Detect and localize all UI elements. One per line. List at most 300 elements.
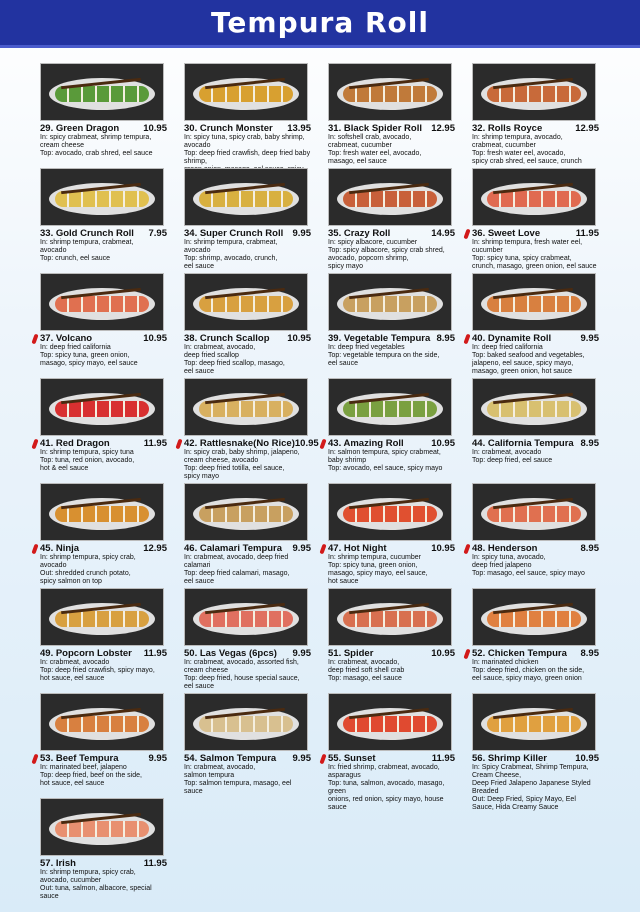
item-name: 53. Beef Tempura — [40, 753, 119, 764]
item-name: 37. Volcano — [40, 333, 92, 344]
item-description — [184, 449, 311, 481]
menu-item — [472, 378, 599, 483]
description-line: Top: deep fried, beef on the side, — [40, 772, 142, 779]
dish-photo — [328, 483, 452, 541]
item-price: 8.95 — [436, 333, 455, 344]
item-title-row — [40, 123, 167, 134]
description-line: Top: fresh water eel, avocado, — [472, 150, 566, 157]
item-description — [472, 554, 599, 578]
item-price: 8.95 — [580, 438, 599, 449]
spicy-pepper-icon — [31, 544, 38, 555]
roll-shape — [343, 611, 437, 627]
item-name: 32. Rolls Royce — [472, 123, 543, 134]
description-line: spicy crab shred, eel sauce, crunch — [472, 158, 582, 165]
page-title: Tempura Roll — [211, 6, 429, 39]
item-title-row — [40, 543, 167, 554]
description-line: In: shrimp tempura, spicy crab, — [40, 869, 136, 876]
dish-photo — [40, 798, 164, 856]
menu-item — [328, 273, 455, 378]
description-line: In: spicy crabmeat, shrimp tempura, — [40, 134, 152, 141]
item-price: 11.95 — [143, 438, 167, 449]
item-price: 9.95 — [148, 753, 167, 764]
item-price: 10.95 — [294, 438, 319, 449]
item-name: 38. Crunch Scallop — [184, 333, 270, 344]
item-title-row — [184, 228, 311, 239]
item-title-row — [40, 333, 167, 344]
item-description — [184, 764, 311, 796]
item-description — [328, 344, 455, 368]
menu-item — [184, 63, 311, 168]
dish-photo — [328, 168, 452, 226]
description-line: hot sauce, eel sauce — [40, 675, 105, 682]
dish-photo — [184, 63, 308, 121]
item-name: 56. Shrimp Killer — [472, 753, 547, 764]
roll-shape — [487, 296, 581, 312]
menu-item — [184, 483, 311, 588]
dish-photo — [472, 483, 596, 541]
description-line: eel sauce — [184, 368, 214, 375]
item-price: 9.95 — [580, 333, 599, 344]
item-name: 34. Super Crunch Roll — [184, 228, 284, 239]
roll-shape — [343, 296, 437, 312]
roll-shape — [343, 506, 437, 522]
description-line: In: crabmeat, avocado — [40, 659, 110, 666]
item-title-row — [40, 648, 167, 659]
roll-shape — [199, 296, 293, 312]
description-line: In: shrimp tempura, fresh water eel, — [472, 239, 583, 246]
description-line: In: marinated beef, jalapeno — [40, 764, 127, 771]
item-description — [472, 659, 599, 683]
description-line: Top: masago, eel sauce — [328, 675, 402, 682]
dish-photo — [184, 273, 308, 331]
description-line: cream cheese — [40, 142, 84, 149]
item-price: 7.95 — [148, 228, 167, 239]
description-line: masago, green onion, hot sauce — [472, 368, 573, 375]
description-line: In: crabmeat, avocado, — [184, 764, 256, 771]
roll-shape — [55, 611, 149, 627]
item-description — [472, 764, 599, 812]
item-title-row — [184, 438, 319, 449]
item-price: 13.95 — [287, 123, 311, 134]
item-title-row — [40, 858, 167, 869]
item-title-row — [472, 123, 599, 134]
spicy-pepper-icon — [463, 649, 470, 660]
item-title-row — [40, 753, 167, 764]
roll-shape — [55, 401, 149, 417]
description-line: In: shrimp tempura, spicy tuna — [40, 449, 134, 456]
item-price: 8.95 — [580, 648, 599, 659]
roll-shape — [343, 86, 437, 102]
item-name: 47. Hot Night — [328, 543, 387, 554]
dish-photo — [328, 378, 452, 436]
description-line: Top: deep fried scallop, masago, — [184, 360, 285, 367]
menu-item — [184, 693, 311, 798]
description-line: avocado — [40, 562, 67, 569]
description-line: In: salmon tempura, spicy crabmeat, — [328, 449, 441, 456]
item-title-row — [328, 333, 455, 344]
roll-shape — [55, 716, 149, 732]
description-line: crabmeat, cucumber — [472, 142, 536, 149]
item-price: 10.95 — [287, 333, 311, 344]
description-line: calamari — [184, 562, 211, 569]
item-price: 10.95 — [431, 543, 455, 554]
item-name: 40. Dynamite Roll — [472, 333, 551, 344]
item-name: 49. Popcorn Lobster — [40, 648, 132, 659]
item-description — [328, 554, 455, 586]
description-line: eel sauce, spicy mayo, green onion — [472, 675, 582, 682]
dish-photo — [328, 693, 452, 751]
description-line: Top: avocado, crab shred, eel sauce — [40, 150, 153, 157]
dish-photo — [472, 63, 596, 121]
description-line: deep fried scallop — [184, 352, 239, 359]
item-name: 36. Sweet Love — [472, 228, 540, 239]
description-line: In: spicy albacore, cucumber — [328, 239, 418, 246]
menu-item — [40, 273, 167, 378]
description-line: Out: Deep Fried, Spicy Mayo, Eel Sauce, Hida Creamy Sauce — [472, 796, 576, 811]
menu-item — [184, 378, 319, 483]
item-description — [328, 764, 455, 812]
description-line: jalapeno, eel sauce, spicy mayo, — [472, 360, 574, 367]
dish-photo — [40, 378, 164, 436]
item-description — [472, 239, 599, 271]
item-price: 12.95 — [575, 123, 599, 134]
roll-shape — [199, 716, 293, 732]
item-name: 54. Salmon Tempura — [184, 753, 277, 764]
menu-item — [328, 483, 455, 588]
item-description — [40, 344, 167, 368]
item-price: 9.95 — [292, 543, 311, 554]
description-line: crunch, masago, green onion, eel sauce — [472, 263, 597, 270]
item-name: 55. Sunset — [328, 753, 376, 764]
description-line: In: spicy crab, baby shrimp, jalapeno, — [184, 449, 300, 456]
item-price: 11.95 — [575, 228, 599, 239]
menu-item — [184, 588, 311, 693]
description-line: baby shrimp — [328, 457, 367, 464]
item-name: 48. Henderson — [472, 543, 537, 554]
spicy-pepper-icon — [319, 544, 326, 555]
description-line: In: crabmeat, avocado — [472, 449, 542, 456]
description-line: spicy salmon on top — [40, 578, 102, 585]
item-name: 39. Vegetable Tempura — [328, 333, 431, 344]
description-line: In: crabmeat, avocado, assorted fish, — [184, 659, 299, 666]
description-line: Top: masago, eel sauce, spicy mayo — [472, 570, 585, 577]
description-line: avocado, popcorn shrimp, — [328, 255, 409, 262]
description-line: eel sauce — [184, 683, 214, 690]
description-line: eel sauce — [328, 360, 358, 367]
item-price: 10.95 — [143, 123, 167, 134]
roll-shape — [199, 506, 293, 522]
menu-item — [40, 693, 167, 798]
item-title-row — [472, 648, 599, 659]
description-line: hot & eel sauce — [40, 465, 89, 472]
menu-item — [40, 588, 167, 693]
item-description — [40, 449, 167, 473]
menu-item — [328, 63, 455, 168]
dish-photo — [184, 168, 308, 226]
roll-shape — [199, 86, 293, 102]
item-description — [184, 239, 311, 271]
menu-item — [328, 378, 455, 483]
dish-photo — [328, 273, 452, 331]
dish-photo — [184, 588, 308, 646]
description-line: hot sauce, eel sauce — [40, 780, 105, 787]
item-title-row — [184, 753, 311, 764]
item-title-row — [328, 753, 455, 764]
description-line: In: shrimp tempura, crabmeat, — [40, 239, 134, 246]
item-description — [184, 554, 311, 586]
dish-photo — [472, 273, 596, 331]
dish-photo — [184, 378, 308, 436]
item-name: 57. Irish — [40, 858, 76, 869]
description-line: masago, eel sauce — [328, 158, 387, 165]
spicy-pepper-icon — [31, 334, 38, 345]
spicy-pepper-icon — [463, 334, 470, 345]
dish-photo — [472, 378, 596, 436]
roll-shape — [487, 716, 581, 732]
description-line: eel sauce — [184, 578, 214, 585]
item-price: 11.95 — [143, 648, 167, 659]
menu-item — [472, 168, 599, 273]
description-line: eel sauce — [184, 263, 214, 270]
item-title-row — [184, 543, 311, 554]
description-line: Top: shrimp, avocado, crunch, — [184, 255, 278, 262]
roll-shape — [199, 401, 293, 417]
spicy-pepper-icon — [319, 439, 326, 450]
description-line: In: spicy tuna, avocado, — [472, 554, 546, 561]
item-name: 30. Crunch Monster — [184, 123, 273, 134]
spicy-pepper-icon — [175, 439, 182, 450]
dish-photo — [184, 483, 308, 541]
roll-shape — [343, 716, 437, 732]
item-name: 44. California Tempura — [472, 438, 574, 449]
description-line: Top: deep fried, house special sauce, — [184, 675, 300, 682]
dish-photo — [328, 63, 452, 121]
dish-photo — [40, 693, 164, 751]
description-line: Top: deep fried crawfish, deep fried baby shrimp, — [184, 150, 311, 165]
dish-photo — [40, 168, 164, 226]
item-description — [40, 869, 167, 901]
roll-shape — [487, 401, 581, 417]
dish-photo — [472, 588, 596, 646]
item-name: 31. Black Spider Roll — [328, 123, 422, 134]
dish-photo — [40, 483, 164, 541]
item-name: 50. Las Vegas (6pcs) — [184, 648, 277, 659]
item-title-row — [328, 123, 455, 134]
item-title-row — [184, 648, 311, 659]
description-line: Top: deep fried, chicken on the side, — [472, 667, 585, 674]
roll-shape — [487, 191, 581, 207]
description-line: Top: baked seafood and vegetables, — [472, 352, 585, 359]
description-line: Top: tuna, red onion, avocado, — [40, 457, 135, 464]
item-description — [472, 344, 599, 376]
description-line: Top: avocado, eel sauce, spicy mayo — [328, 465, 443, 472]
description-line: spicy mayo — [328, 263, 364, 270]
description-line: Top: crunch, eel sauce — [40, 255, 111, 262]
item-description — [40, 659, 167, 683]
item-description — [472, 134, 599, 166]
description-line: Top: spicy tuna, green onion, — [40, 352, 130, 359]
menu-item — [328, 588, 455, 693]
spicy-pepper-icon — [463, 544, 470, 555]
menu-item — [472, 588, 599, 693]
item-name: 41. Red Dragon — [40, 438, 110, 449]
item-name: 51. Spider — [328, 648, 374, 659]
dish-photo — [40, 588, 164, 646]
description-line: deep fried jalapeno — [472, 562, 532, 569]
item-title-row — [328, 648, 455, 659]
item-title-row — [472, 753, 599, 764]
item-name: 33. Gold Crunch Roll — [40, 228, 134, 239]
roll-shape — [55, 86, 149, 102]
description-line: In: spicy tuna, spicy crab, baby shrimp, avocado — [184, 134, 305, 149]
item-price: 9.95 — [292, 648, 311, 659]
item-title-row — [328, 438, 455, 449]
description-line: Top: deep fried totilla, eel sauce, — [184, 465, 285, 472]
description-line: Deep Fried Jalapeno Japanese Styled Breaded — [472, 780, 591, 795]
item-price: 10.95 — [431, 648, 455, 659]
item-name: 35. Crazy Roll — [328, 228, 391, 239]
item-description — [40, 764, 167, 788]
item-price: 11.95 — [431, 753, 455, 764]
menu-item — [184, 168, 311, 273]
description-line: Top: salmon tempura, masago, eel sauce — [184, 780, 292, 795]
roll-shape — [343, 401, 437, 417]
item-price: 11.95 — [143, 858, 167, 869]
item-description — [328, 239, 455, 271]
menu-item — [472, 483, 599, 588]
dish-photo — [184, 693, 308, 751]
description-line: cucumber — [472, 247, 503, 254]
description-line: In: shrimp tempura, avocado, — [472, 134, 563, 141]
roll-shape — [487, 506, 581, 522]
item-price: 9.95 — [292, 228, 311, 239]
item-name: 52. Chicken Tempura — [472, 648, 567, 659]
menu-item — [472, 273, 599, 378]
description-line: Top: vegetable tempura on the side, — [328, 352, 440, 359]
description-line: In: marinated chicken — [472, 659, 539, 666]
roll-shape — [487, 611, 581, 627]
description-line: masago, spicy mayo, eel sauce, — [328, 570, 428, 577]
roll-shape — [199, 191, 293, 207]
menu-item — [40, 168, 167, 273]
description-line: In: Spicy Crabmeat, Shrimp Tempura, Cream Cheese, — [472, 764, 589, 779]
description-line: In: deep fried california — [472, 344, 543, 351]
description-line: Top: spicy tuna, green onion, — [328, 562, 418, 569]
description-line: In: deep fried vegetables — [328, 344, 405, 351]
item-title-row — [328, 543, 455, 554]
menu-item — [40, 483, 167, 588]
description-line: In: deep fried california — [40, 344, 111, 351]
menu-item — [472, 63, 599, 168]
description-line: deep fried soft shell crab — [328, 667, 405, 674]
dish-photo — [328, 588, 452, 646]
item-name: 45. Ninja — [40, 543, 79, 554]
description-line: Top: spicy tuna, spicy crabmeat, — [472, 255, 572, 262]
dish-photo — [40, 63, 164, 121]
item-description — [40, 239, 167, 263]
spicy-pepper-icon — [31, 439, 38, 450]
menu-item — [328, 168, 455, 273]
item-price: 12.95 — [143, 543, 167, 554]
item-description — [184, 659, 311, 691]
item-price: 10.95 — [143, 333, 167, 344]
description-line: avocado — [40, 247, 67, 254]
item-name: 29. Green Dragon — [40, 123, 120, 134]
menu-item — [40, 798, 167, 903]
roll-shape — [55, 191, 149, 207]
description-line: Top: spicy albacore, spicy crab shred, — [328, 247, 445, 254]
description-line: hot sauce — [328, 578, 359, 585]
item-title-row — [184, 123, 311, 134]
menu-item — [328, 693, 455, 811]
item-description — [328, 659, 455, 683]
item-name: 42. Rattlesnake(No Rice) — [184, 438, 295, 449]
menu-item — [472, 693, 599, 811]
dish-photo — [472, 168, 596, 226]
item-description — [184, 344, 311, 376]
dish-photo — [40, 273, 164, 331]
spicy-pepper-icon — [31, 754, 38, 765]
description-line: Top: deep fried calamari, masago, — [184, 570, 290, 577]
item-title-row — [40, 228, 167, 239]
description-line: cream cheese, avocado — [184, 457, 259, 464]
menu-grid — [40, 63, 600, 903]
description-line: Out: tuna, salmon, albacore, special sauce — [40, 885, 152, 900]
item-description — [328, 449, 455, 473]
description-line: salmon tempura — [184, 772, 235, 779]
dish-photo — [472, 693, 596, 751]
item-title-row — [40, 438, 167, 449]
menu-item — [40, 378, 167, 483]
description-line: cream cheese — [184, 667, 228, 674]
description-line: In: shrimp tempura, cucumber — [328, 554, 421, 561]
item-price: 10.95 — [575, 753, 599, 764]
description-line: avocado — [184, 247, 211, 254]
description-line: In: shrimp tempura, spicy crab, — [40, 554, 136, 561]
menu-item — [184, 273, 311, 378]
item-price: 8.95 — [580, 543, 599, 554]
item-price: 14.95 — [431, 228, 455, 239]
spicy-pepper-icon — [463, 229, 470, 240]
description-line: Out: shredded crunch potato, — [40, 570, 131, 577]
description-line: spicy mayo — [184, 473, 220, 480]
description-line: avocado, cucumber — [40, 877, 102, 884]
description-line: In: shrimp tempura, crabmeat, — [184, 239, 278, 246]
description-line: In: softshell crab, avocado, — [328, 134, 412, 141]
item-title-row — [184, 333, 311, 344]
item-price: 9.95 — [292, 753, 311, 764]
item-description — [472, 449, 599, 465]
item-description — [40, 134, 167, 158]
roll-shape — [487, 86, 581, 102]
item-title-row — [328, 228, 455, 239]
description-line: Top: tuna, salmon, avocado, masago, green — [328, 780, 445, 795]
spicy-pepper-icon — [319, 754, 326, 765]
roll-shape — [55, 821, 149, 837]
description-line: masago, spicy mayo, eel sauce — [40, 360, 138, 367]
roll-shape — [55, 506, 149, 522]
item-title-row — [472, 228, 599, 239]
item-title-row — [472, 333, 599, 344]
roll-shape — [55, 296, 149, 312]
item-price: 10.95 — [431, 438, 455, 449]
description-line: In: crabmeat, avocado, — [184, 344, 256, 351]
menu-item — [40, 63, 167, 168]
description-line: In: crabmeat, avocado, — [328, 659, 400, 666]
roll-shape — [199, 611, 293, 627]
item-description — [40, 554, 167, 586]
page-header — [0, 0, 640, 48]
